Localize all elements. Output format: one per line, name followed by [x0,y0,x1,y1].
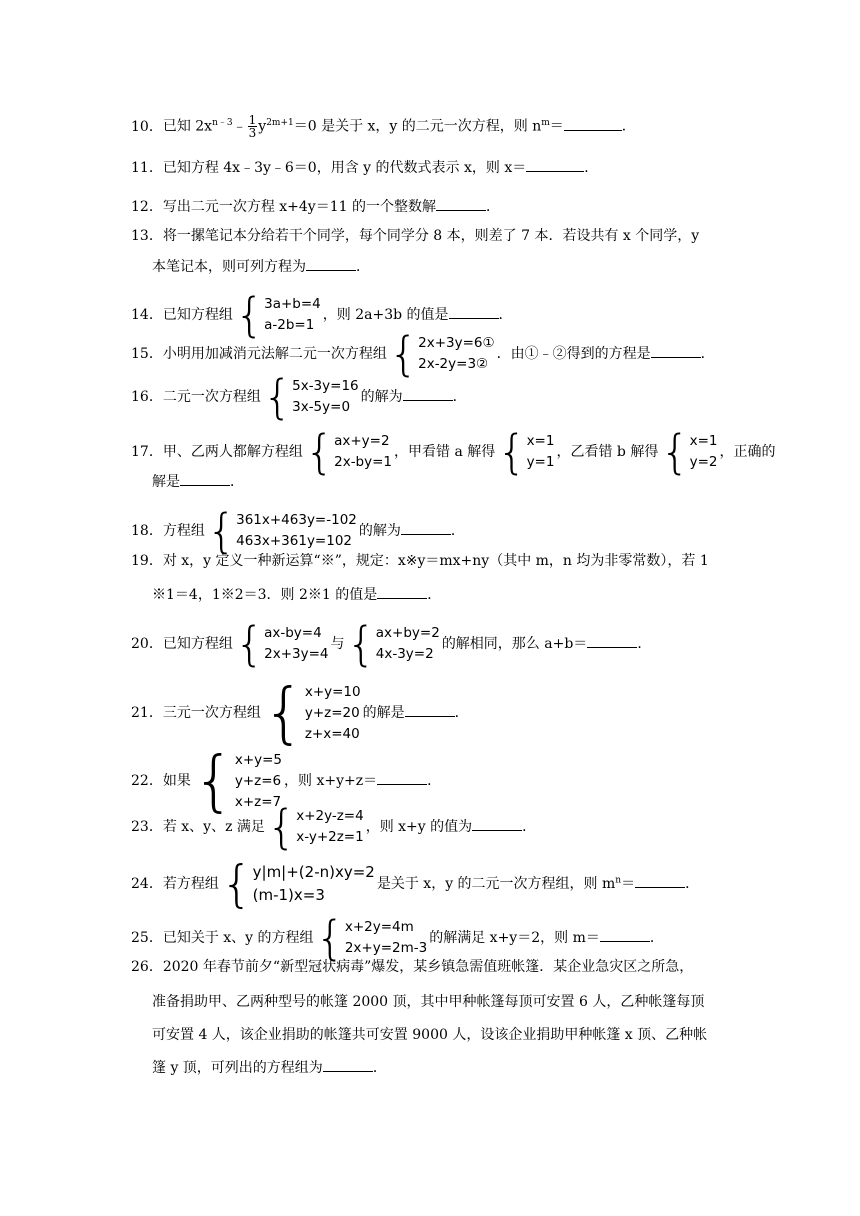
q17-mid2: ，乙看错 b 解得 [556,444,659,460]
question-24 [131,855,700,913]
question-number: 14． [131,307,163,323]
q14-pre: 已知方程组 [162,307,233,323]
question-11 [131,157,598,178]
equation: ax+y=2 [334,433,390,449]
q26-line1: 2020 年春节前夕“新型冠状病毒”爆发，某乡镇急需值班帐篷．某企业急灾区之所急， [162,959,694,975]
q16-end: ． [452,389,467,405]
answer-blank[interactable] [403,386,453,401]
equation: x=1 [689,433,718,449]
answer-blank[interactable] [526,157,584,172]
q17-line2: 解是 [152,474,180,490]
q22-end: ． [427,773,442,789]
brace-icon: { [220,855,253,913]
q11-text: 已知方程 4x﹣3y﹣6＝0，用含 y 的代数式表示 x，则 x＝ [162,160,527,176]
equation: x+y=5 [234,751,283,768]
equation-system [315,911,428,965]
equation: y=1 [526,454,555,470]
answer-blank[interactable] [564,116,622,131]
equation: x+2y=4m [344,919,414,935]
q23-pre: 若 x、y、z 满足 [162,819,265,835]
equation-system [346,617,440,671]
equation: 463x+361y=102 [236,533,353,549]
q21-end: ． [454,705,469,721]
equation: 4x-3y=2 [375,646,434,662]
q10-equals: ＝ [549,118,564,135]
q25-pre: 已知关于 x、y 的方程组 [162,930,314,946]
q20-end: ． [637,636,652,652]
question-13-cont [152,256,370,277]
answer-blank[interactable] [306,256,356,271]
question-25 [131,911,664,965]
q10-exp1: n﹣3 [212,118,233,128]
equation: (m-1)x=3 [252,886,325,904]
brace-icon: { [388,327,419,381]
question-number: 15． [131,346,163,362]
question-number: 13． [131,228,163,244]
answer-blank[interactable] [600,927,650,942]
equation: 2x+3y=6① [418,335,495,351]
q17-end: ． [230,474,244,490]
equation: y=2 [689,454,718,470]
question-number: 12． [131,199,163,215]
q10-pre: 已知 2x [162,118,213,135]
q15-end: ． [700,346,715,362]
q10-y: y [258,118,267,135]
brace-icon: { [304,425,335,479]
q23-post: ，则 x+y 的值为 [365,819,473,835]
equation: 2x+y=2m-3 [344,940,428,956]
q10-exp3: m [541,118,550,128]
answer-blank[interactable] [449,304,499,319]
q18-post: 的解为 [358,523,401,539]
solution-system [660,425,718,479]
question-21 [131,674,469,751]
q10-end: ． [621,118,636,135]
answer-blank[interactable] [377,770,427,785]
brace-icon: { [262,370,293,424]
equation: 361x+463y=-102 [236,512,357,528]
equation: ax-by=4 [264,625,322,641]
equation: a-2b=1 [264,317,315,333]
q18-end: ． [450,523,465,539]
brace-icon: { [234,617,265,671]
equation: 2x-by=1 [334,454,393,470]
q15-post: ．由①﹣②得到的方程是 [496,346,651,362]
q13-line2: 本笔记本，则可列方程为 [152,259,306,275]
equation: 5x-3y=16 [292,378,359,394]
equation: 2x+3y=4 [264,646,329,662]
answer-blank[interactable] [377,584,427,599]
equation-system [262,674,361,751]
q10-exp2: 2m+1 [266,118,294,128]
q21-pre: 三元一次方程组 [162,705,261,721]
answer-blank[interactable] [635,873,685,888]
brace-icon: { [660,425,690,479]
equation: 3x-5y=0 [292,399,351,415]
answer-blank[interactable] [405,702,455,717]
brace-icon: { [206,504,237,558]
q24-exp: n [615,875,622,886]
q20-pre: 已知方程组 [162,636,233,652]
question-13 [131,226,699,246]
question-number: 17． [131,444,163,460]
equation-system [206,504,357,558]
answer-blank[interactable] [472,816,522,831]
equation: x+z=7 [234,793,282,810]
question-number: 23． [131,819,163,835]
equation: ax+by=2 [375,625,440,641]
question-number: 24． [131,876,163,892]
brace-icon: { [192,742,235,819]
question-number: 11． [131,160,163,176]
question-number: 21． [131,705,163,721]
equation: 3a+b=4 [264,296,321,312]
question-number: 26． [131,959,163,975]
equation-system [266,800,364,854]
q22-post: ，则 x+y+z＝ [284,773,378,789]
answer-blank[interactable] [323,1057,373,1072]
q16-post: 的解为 [360,389,403,405]
q17-post: ，正确的 [719,444,776,460]
question-number: 10． [131,118,163,135]
q10-fraction [248,114,258,139]
brace-icon: { [234,288,265,342]
q25-post: 的解满足 x+y＝2，则 m＝ [429,930,600,946]
brace-icon: { [262,674,305,751]
solution-system [497,425,555,479]
question-18 [131,504,465,558]
frac-numerator: 1 [248,113,257,128]
question-19 [131,551,709,571]
equation: y|m|+(2-n)xy=2 [252,863,375,881]
q12-end: ． [486,199,500,215]
question-17-cont [152,471,244,492]
answer-blank[interactable] [401,520,451,535]
q26-end: ． [372,1060,387,1076]
q21-post: 的解是 [362,705,405,721]
q14-post: ，则 2a+3b 的值是 [322,307,449,323]
equation-system [262,370,359,424]
q26-line4: 篷 y 顶，可列出的方程组为 [152,1060,323,1076]
answer-blank[interactable] [180,471,230,486]
q25-end: ． [649,930,664,946]
equation: 2x-2y=3② [418,356,489,372]
equation: x=1 [526,433,555,449]
q24-pre: 若方程组 [162,876,219,892]
equation-system [304,425,393,479]
q13-end: ． [356,259,370,275]
brace-icon: { [346,617,376,671]
q20-mid: 与 [330,636,345,652]
question-number: 20． [131,636,163,652]
q19-line2: ※1＝4，1※2＝3．则 2※1 的值是 [152,587,378,603]
question-number: 16． [131,389,163,405]
q20-post: 的解相同，那么 a+b＝ [441,636,588,652]
q17-pre: 甲、乙两人都解方程组 [162,444,303,460]
question-26-cont [152,1025,707,1045]
question-26-cont [152,1057,387,1078]
question-16 [131,370,467,424]
q19-end: ． [427,587,442,603]
question-26-cont [152,992,704,1012]
brace-icon: { [266,800,297,854]
q17-mid1: ，甲看错 a 解得 [394,444,496,460]
question-10 [131,113,636,139]
question-20 [131,617,652,671]
q15-pre: 小明用加减消元法解二元一次方程组 [162,346,387,362]
brace-icon: { [497,425,527,479]
q12-text: 写出二元一次方程 x+4y＝11 的一个整数解 [162,199,436,215]
q18-pre: 方程组 [162,523,205,539]
question-15 [131,327,715,381]
brace-icon: { [315,911,345,965]
question-17 [131,425,776,479]
equation: z+x=40 [304,725,360,742]
equation: y+z=6 [234,772,282,789]
q10-post: ＝0 是关于 x，y 的二元一次方程，则 n [293,118,542,135]
question-number: 18． [131,523,163,539]
equation-system [388,327,495,381]
q16-pre: 二元一次方程组 [162,389,261,405]
q10-minus: ﹣ [232,118,247,135]
q11-end: ． [584,160,599,176]
question-number: 25． [131,930,163,946]
q24-end: ． [685,876,700,892]
answer-blank[interactable] [587,633,637,648]
q24-post: 是关于 x，y 的二元一次方程组，则 m [376,876,616,892]
q19-line1: 对 x，y 定义一种新运算“※”，规定：x※y＝mx+ny（其中 m，n 均为非零常数），若 1 [162,553,709,569]
q22-pre: 如果 [162,773,191,789]
q26-line2: 准备捐助甲、乙两种型号的帐篷 2000 顶，其中甲种帐篷每顶可安置 6 人，乙种帐篷每顶 [152,994,705,1010]
question-19-cont [152,584,441,605]
answer-blank[interactable] [436,196,486,211]
equation: x+y=10 [304,683,361,700]
equation: x-y+2z=1 [296,829,364,845]
q13-line1: 将一摞笔记本分给若干个同学，每个同学分 8 本，则差了 7 本．若设共有 x 个同学，y [162,228,700,244]
equation: y+z=20 [304,704,360,721]
question-number: 19． [131,553,163,569]
frac-denominator: 3 [248,126,257,141]
question-number: 22． [131,773,163,789]
question-12 [131,196,500,217]
answer-blank[interactable] [651,343,701,358]
q26-line3: 可安置 4 人，该企业捐助的帐篷共可安置 9000 人，设该企业捐助甲种帐篷 x 顶、乙种帐 [152,1027,708,1043]
q14-end: ． [498,307,513,323]
equation: x+2y-z=4 [296,808,364,824]
question-26 [131,957,693,977]
q23-end: ． [522,819,537,835]
equation-system [220,855,375,913]
q24-equals: ＝ [621,876,636,892]
equation-system [234,617,329,671]
